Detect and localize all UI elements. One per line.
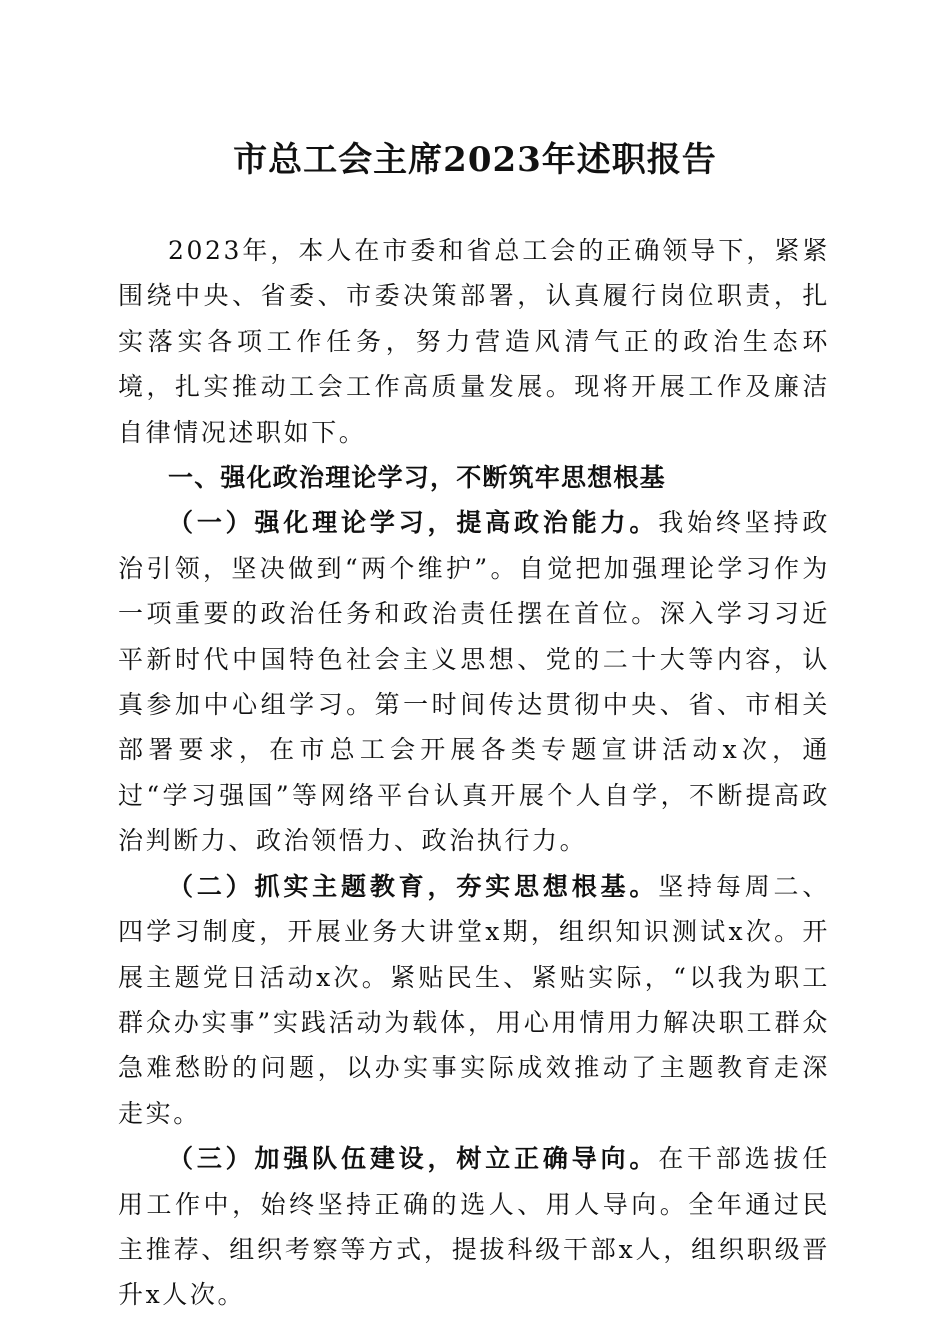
paragraph-item-2 xyxy=(118,864,830,1136)
section-heading: 一、强化政治理论学习，不断筑牢思想根基 xyxy=(168,463,666,493)
paragraph-lead: （二）抓实主题教育，夯实思想根基。 xyxy=(168,871,659,901)
paragraph-item-1 xyxy=(118,500,830,863)
paragraph-item-3 xyxy=(118,1136,830,1318)
paragraph-text: 在干部选拔任用工作中，始终坚持正确的选人、用人导向。全年通过民主推荐、组织考察等方式，提拔科级干部x人，组织职级晋升x人次。 xyxy=(118,1144,830,1310)
document-body xyxy=(118,228,830,1318)
document-title: 市总工会主席2023年述职报告 xyxy=(233,140,717,180)
intro-paragraph: 2023年，本人在市委和省总工会的正确领导下，紧紧围绕中央、省委、市委决策部署，认真履行岗位职责，扎实落实各项工作任务，努力营造风清气正的政治生态环境，扎实推动工会工作高质量发展。现将开展工作及廉洁自律情况述职如下。 xyxy=(118,236,830,447)
paragraph-lead: （一）强化理论学习，提高政治能力。 xyxy=(168,508,659,538)
paragraph-text: 坚持每周二、四学习制度，开展业务大讲堂x期，组织知识测试x次。开展主题党日活动x次。紧贴民生、紧贴实际，“以我为职工群众办实事”实践活动为载体，用心用情用力解决职工群众急难愁盼的问题，以办实事实际成效推动了主题教育走深走实。 xyxy=(118,871,830,1128)
paragraph-text: 我始终坚持政治引领，坚决做到“两个维护”。自觉把加强理论学习作为一项重要的政治任务和政治责任摆在首位。深入学习习近平新时代中国特色社会主义思想、党的二十大等内容，认真参加中心组学习。第一时间传达贯彻中央、省、市相关部署要求，在市总工会开展各类专题宣讲活动x次，通过“学习强国”等网络平台认真开展个人自学，不断提高政治判断力、政治领悟力、政治执行力。 xyxy=(118,508,830,856)
paragraph-lead: （三）加强队伍建设，树立正确导向。 xyxy=(168,1144,659,1174)
